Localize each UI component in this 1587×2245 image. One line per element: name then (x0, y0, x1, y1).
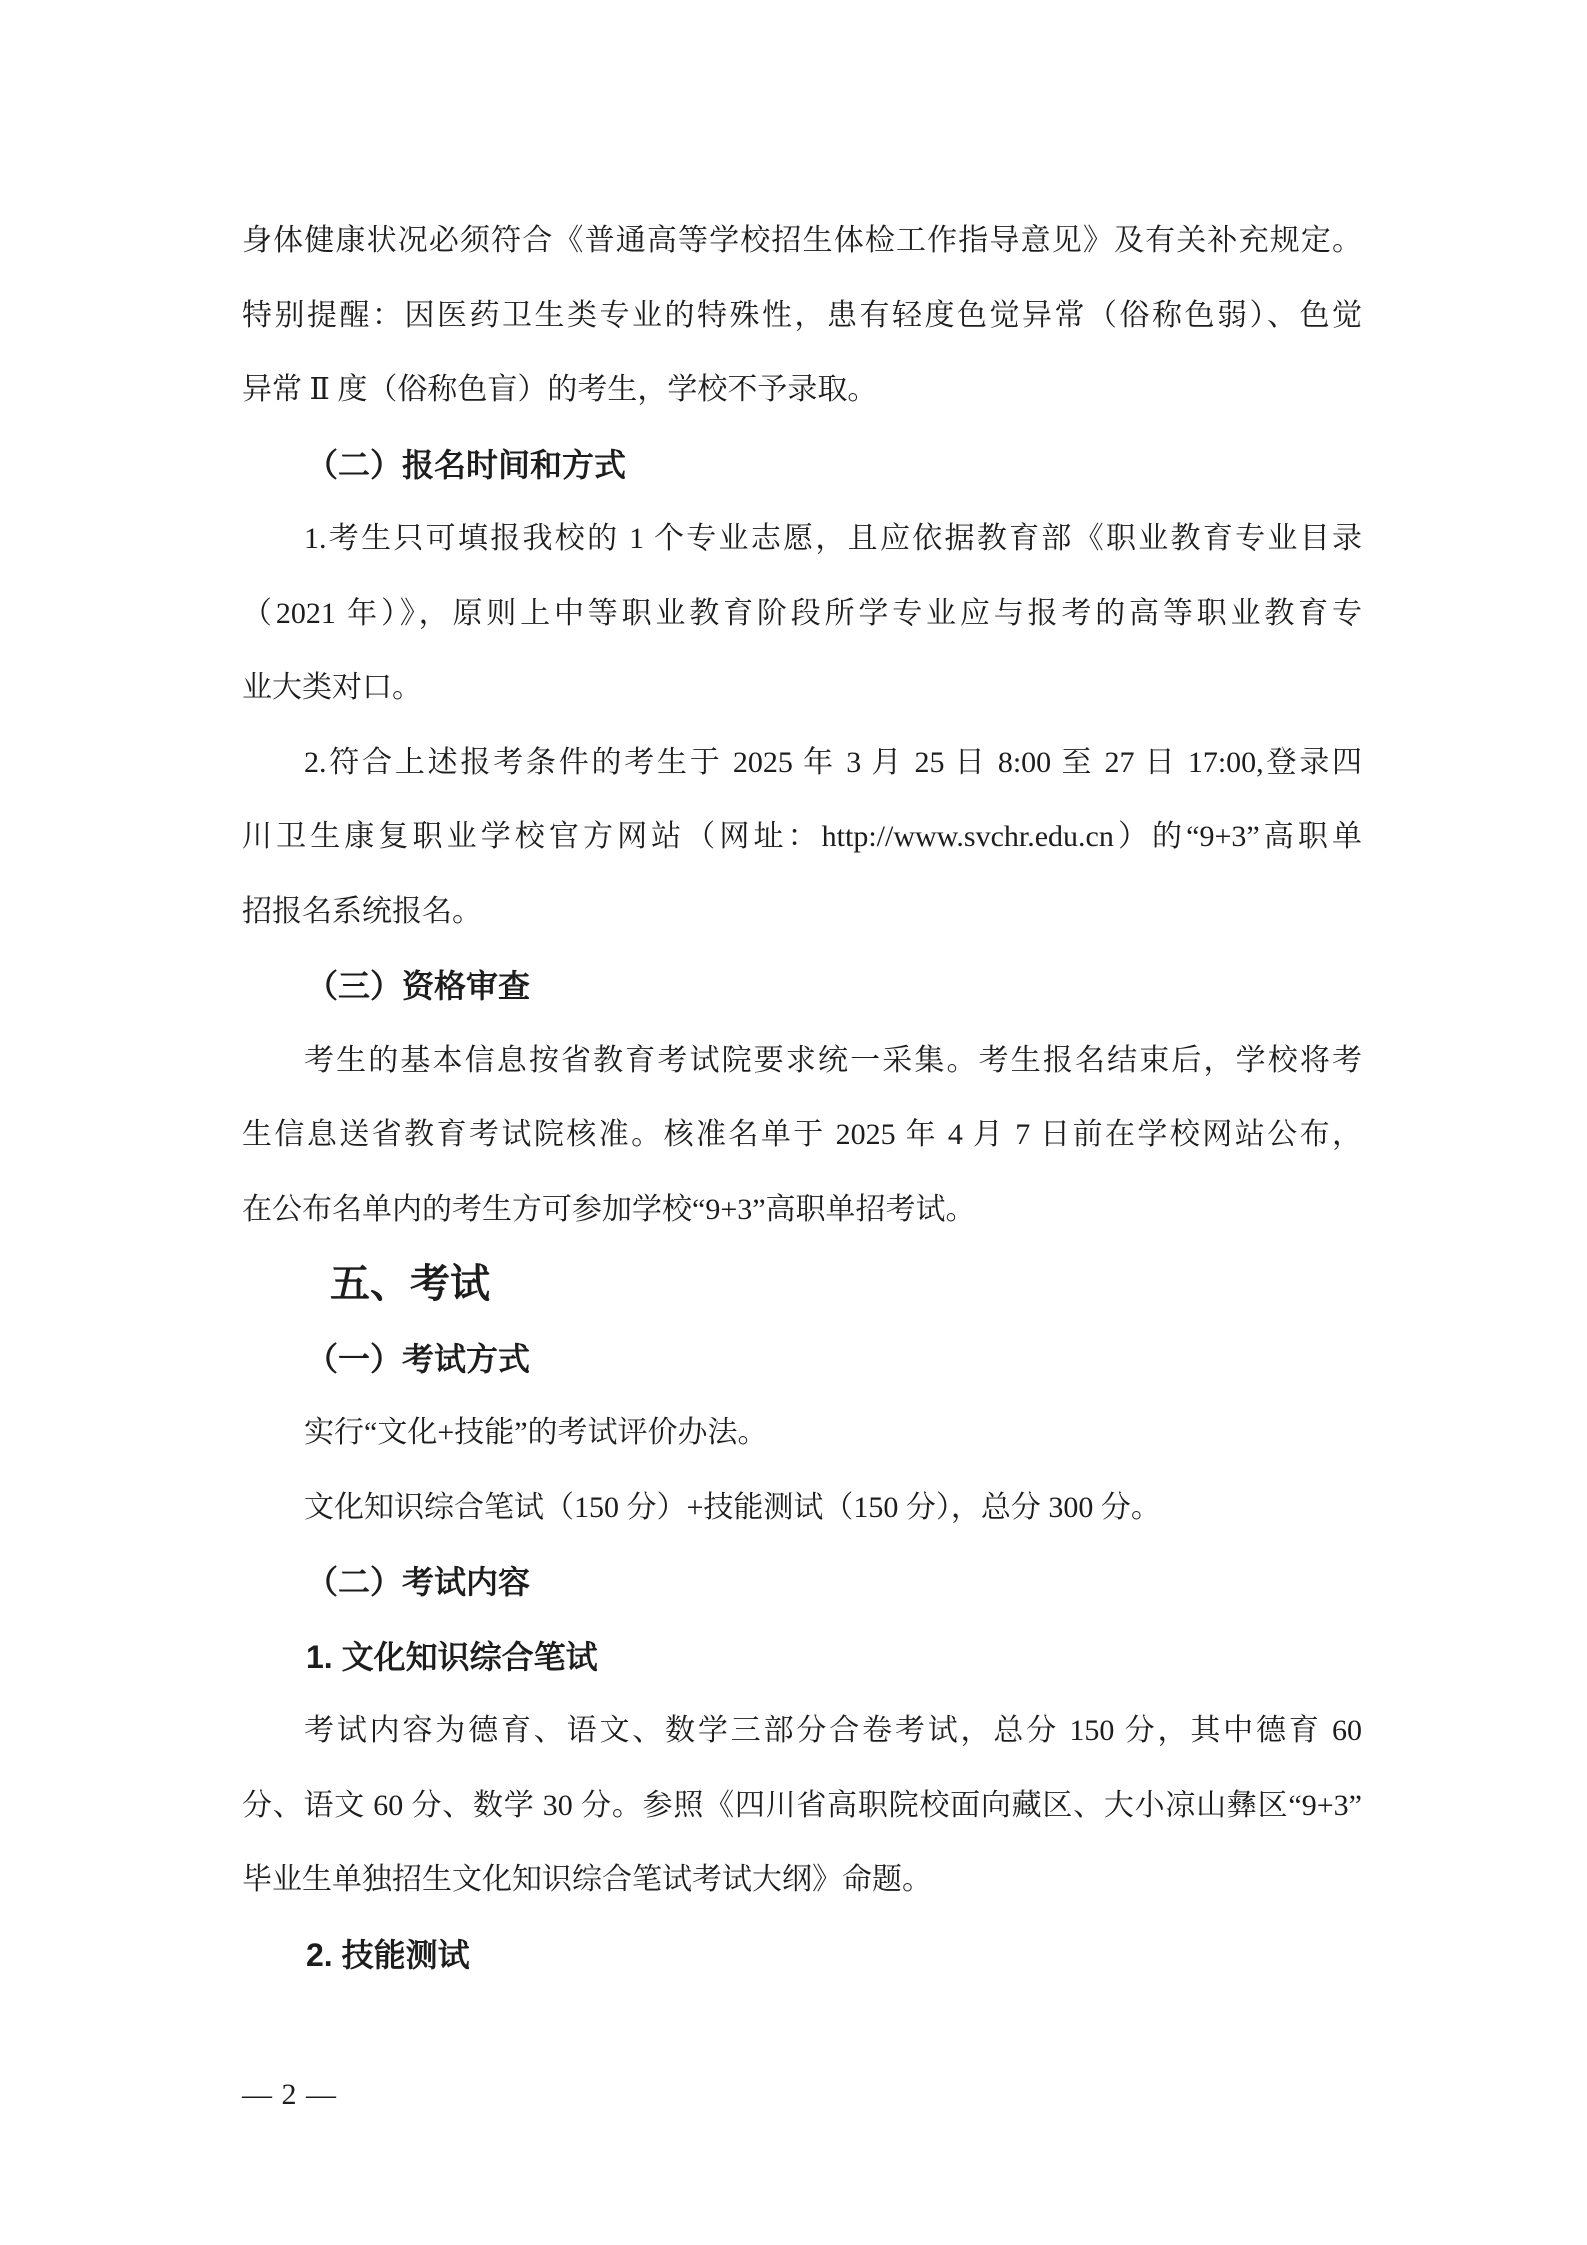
body-text-line: 毕业生单独招生文化知识综合笔试考试大纲》命题。 (242, 1863, 932, 1896)
subsection-heading: 1. 文化知识综合笔试 (306, 1638, 598, 1675)
subsection-heading: （二）报名时间和方式 (306, 446, 627, 483)
body-text-line: 生信息送省教育考试院核准。核准名单于 2025 年 4 月 7 日前在学校网站公布， (242, 1118, 1362, 1151)
body-text-line: 2.符合上述报考条件的考生于 2025 年 3 月 25 日 8:00 至 27 日 17:00,登录四 (304, 745, 1362, 779)
body-text-line: （2021 年）》，原则上中等职业教育阶段所学专业应与报考的高等职业教育专 (242, 596, 1362, 630)
body-text-line: 业大类对口。 (242, 671, 422, 704)
body-text-line: 特别提醒：因医药卫生类专业的特殊性，患有轻度色觉异常（俗称色弱）、色觉 (242, 298, 1362, 332)
subsection-heading: （三）资格审查 (306, 968, 531, 1004)
subsection-heading: （一）考试方式 (306, 1340, 531, 1377)
subsection-heading: 2. 技能测试 (306, 1936, 470, 1973)
body-text-line: 考生的基本信息按省教育考试院要求统一采集。考生报名结束后，学校将考 (304, 1043, 1362, 1077)
subsection-heading: （二）考试内容 (306, 1564, 531, 1600)
section-heading: 五、考试 (330, 1262, 490, 1306)
body-text-line: 实行“文化+技能”的考试评价办法。 (304, 1416, 768, 1449)
body-text-line: 在公布名单内的考生方可参加学校“9+3”高职单招考试。 (242, 1192, 976, 1226)
body-text-line: 考试内容为德育、语文、数学三部分合卷考试，总分 150 分，其中德育 60 (304, 1714, 1362, 1747)
body-text-line: 1.考生只可填报我校的 1 个专业志愿，且应依据教育部《职业教育专业目录 (304, 522, 1362, 555)
body-text-line: 川卫生康复职业学校官方网站（网址：http://www.svchr.edu.cn）的“9+3”高职单 (242, 820, 1362, 853)
body-text-line: 异常 Ⅱ 度（俗称色盲）的考生，学校不予录取。 (242, 373, 878, 406)
body-text-line: 分、语文 60 分、数学 30 分。参照《四川省高职院校面向藏区、大小凉山彝区“9+3” (242, 1788, 1362, 1822)
body-text-line: 身体健康状况必须符合《普通高等学校招生体检工作指导意见》及有关补充规定。 (242, 224, 1362, 257)
body-text-line: 招报名系统报名。 (242, 894, 482, 928)
body-text-line: 文化知识综合笔试（150 分）+技能测试（150 分），总分 300 分。 (304, 1490, 1161, 1524)
document-content (242, 204, 1362, 1992)
page-number: — 2 — (242, 2078, 337, 2111)
